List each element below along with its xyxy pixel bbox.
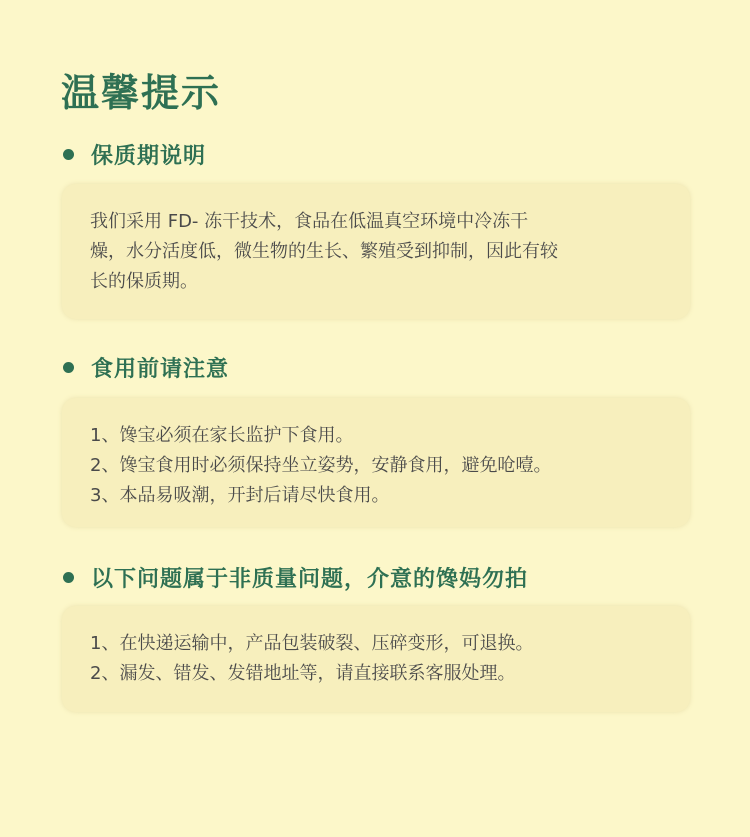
section-heading-label: 食用前请注意 [91,356,230,382]
section-heading-label: 保质期说明 [91,143,207,169]
bullet-dot-icon [63,149,74,160]
shelf-life-card [62,184,690,319]
list-item: 2、馋宝食用时必须保持坐立姿势，安静食用，避免呛噎。 [90,455,552,476]
before-eating-card [62,398,690,527]
bullet-dot-icon [63,362,74,373]
list-item: 1、馋宝必须在家长监护下食用。 [90,425,354,446]
section-heading-before-eating [61,351,229,383]
bullet-dot-icon [63,572,74,583]
section-heading-shelf-life [61,138,206,170]
card-text-line: 我们采用 FD- 冻干技术，食品在低温真空环境中冷冻干 [90,211,529,232]
non-quality-issues-card [62,606,690,712]
section-heading-non-quality-issues [61,561,528,593]
card-text-line: 燥，水分活度低，微生物的生长、繁殖受到抑制，因此有较 [90,241,558,262]
list-item: 3、本品易吸潮，开封后请尽快食用。 [90,485,390,506]
list-item: 1、在快递运输中，产品包装破裂、压碎变形，可退换。 [90,633,534,654]
section-heading-label: 以下问题属于非质量问题，介意的馋妈勿拍 [91,566,529,592]
page-title: 温馨提示 [61,71,222,115]
list-item: 2、漏发、错发、发错地址等，请直接联系客服处理。 [90,663,516,684]
card-text-line: 长的保质期。 [90,271,198,292]
